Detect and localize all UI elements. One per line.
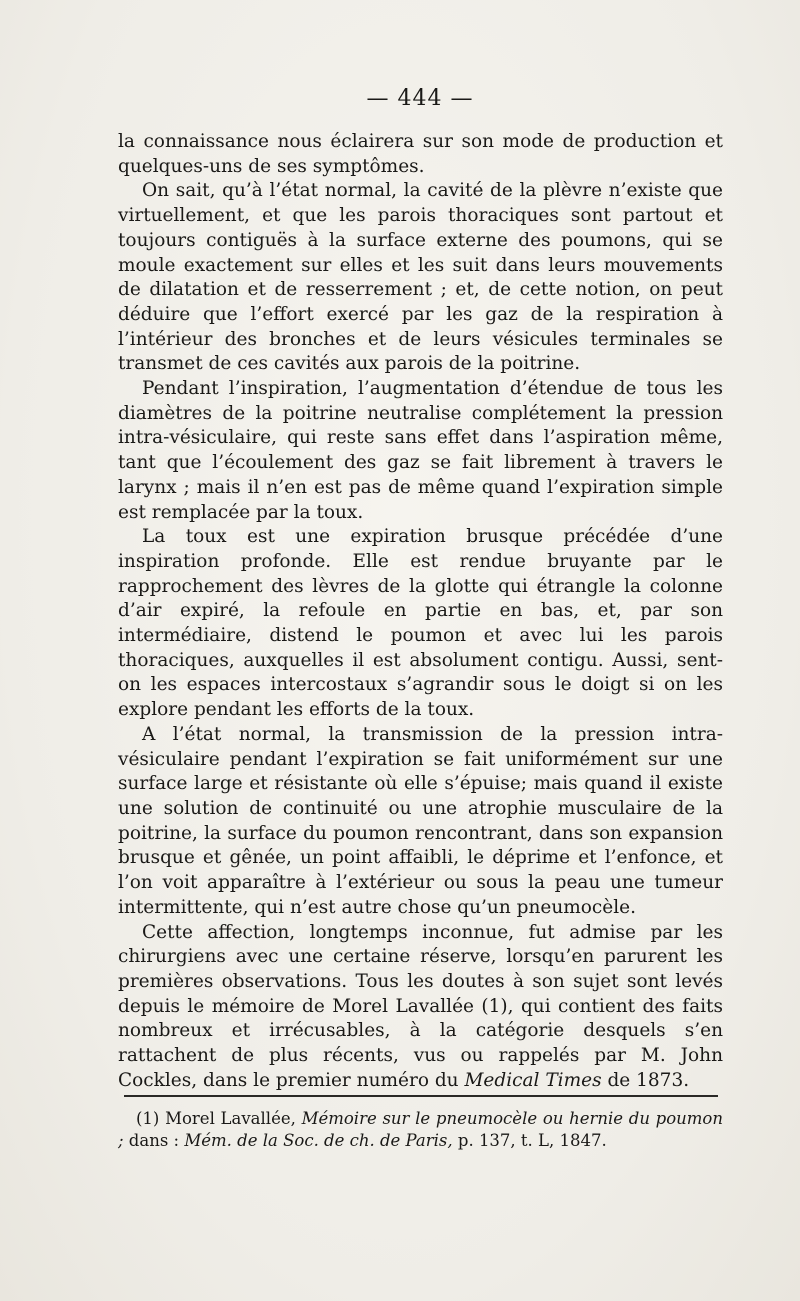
paragraph-6-text: Cette affection, longtemps inconnue, fut admise par les chirurgiens avec une certaine réserve, lorsqu’en parurent les premières observations. Tous les doutes à son sujet sont levés depuis le mémoire de Morel Lavallée (1), qui contient des faits nombreux et irrécusables, à la catégorie desquels s’en rattachent de plus récents, vus ou rappelés par M. John Cockles, dans le premier numéro du (118, 921, 723, 1091)
paragraph-5: A l’état normal, la transmission de la pression intra-vésiculaire pendant l’expiration se fait uniformément sur une surface large et résistante où elle s’épuise; mais quand il existe une solution de continuité ou une atrophie musculaire de la poitrine, la surface du poumon rencontrant, dans son expansion brusque et gênée, un point affaibli, le déprime et l’enfonce, et l’on voit apparaître à l’extérieur ou sous la peau une tumeur intermittente, qui n’est autre chose qu’un pneumocèle. (118, 723, 723, 918)
footnote-in: dans : (123, 1131, 185, 1150)
paragraph-4: La toux est une expiration brusque précédée d’une inspiration profonde. Elle est rendue bruyante par le rapprochement des lèvres de la glotte qui étrangle la colonne d’air expiré, la refoule en partie en bas, et, par son intermédiaire, distend le poumon et avec lui les parois thoraciques, auxquelles il est absolument contigu. Aussi, sent-on les espaces intercostaux s’agrandir sous le doigt si on les explore pendant les efforts de la toux. (118, 526, 723, 721)
footnote-marker: (1) Morel Lavallée, (136, 1109, 302, 1128)
paragraph-2: On sait, qu’à l’état normal, la cavité de la plèvre n’existe que virtuellement, et que les parois thoraciques sont partout et toujours contiguës à la surface externe des poumons, qui se moule exactement sur elles et les suit dans leurs mouvements de dilatation et de resserrement ; et, de cette notion, on peut déduire que l’effort exercé par les gaz de la respiration à l’intérieur des bronches et de leurs vésicules terminales se transmet de ces cavités aux parois de la poitrine. (118, 180, 723, 375)
journal-title-medical-times: Medical Times (464, 1069, 602, 1091)
paragraph-6-end: de 1873. (601, 1069, 690, 1091)
body-text (118, 130, 723, 1093)
footnote-journal: Mém. de la Soc. de ch. de Paris, (184, 1131, 453, 1150)
footnote-divider (124, 1095, 718, 1097)
footnote-title: Mémoire sur le pneumocèle ou hernie du poumon ; (118, 1109, 723, 1150)
footnote (118, 1108, 723, 1152)
paragraph-3: Pendant l’inspiration, l’augmentation d’étendue de tous les diamètres de la poitrine neutralise complétement la pression intra-vésiculaire, qui reste sans effet dans l’aspiration même, tant que l’écoulement des gaz se fait librement à travers le larynx ; mais il n’en est pas de même quand l’expiration simple est remplacée par la toux. (118, 378, 723, 523)
footnote-reference: p. 137, t. L, 1847. (452, 1131, 607, 1150)
paragraph-6 (118, 921, 723, 1094)
footnote-1 (118, 1108, 723, 1152)
paragraph-1: la connaissance nous éclairera sur son mode de production et quelques-uns de ses symptômes. (118, 131, 723, 177)
page-number: — 444 — (366, 86, 474, 111)
